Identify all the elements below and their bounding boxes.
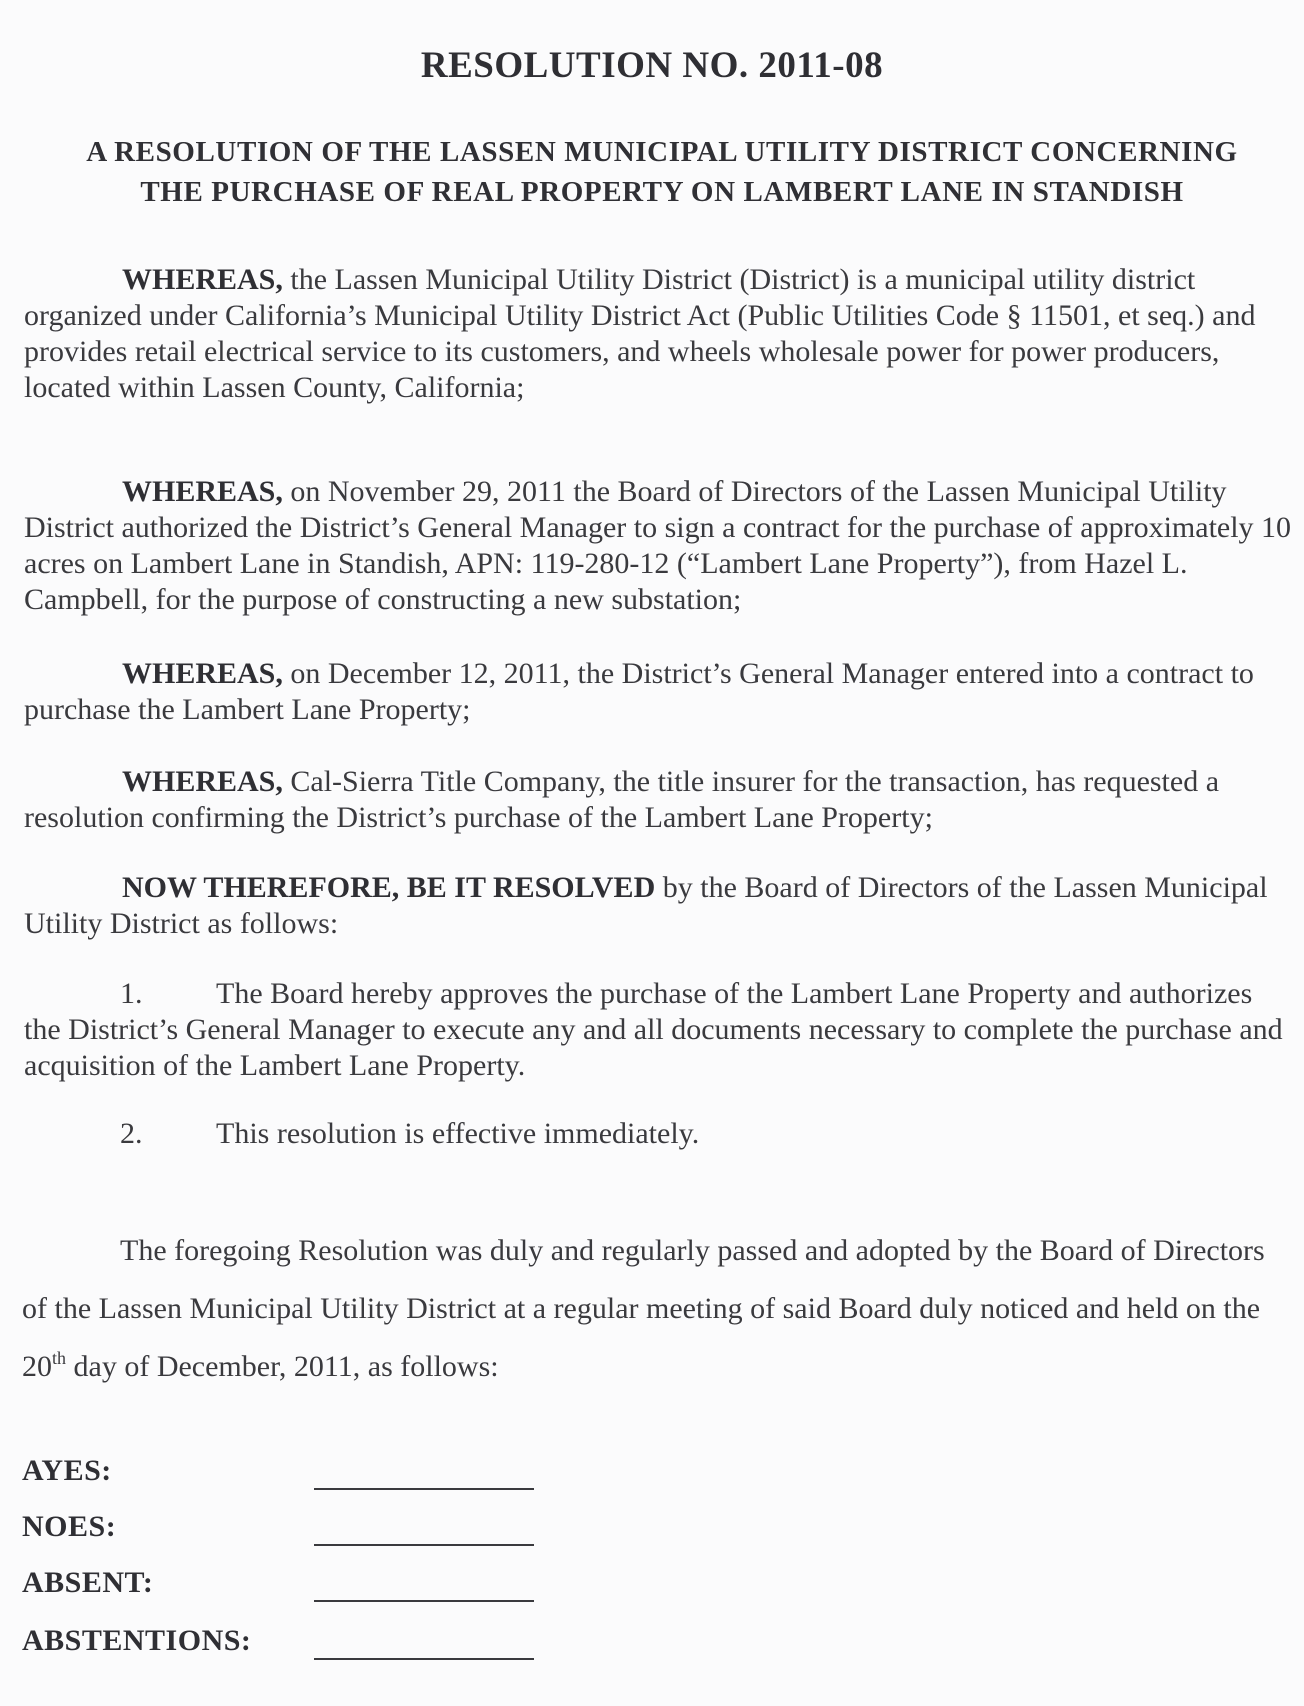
vote-label: AYES: — [22, 1454, 112, 1487]
paragraph-lead: WHEREAS, — [122, 475, 283, 508]
paragraph-lead: WHEREAS, — [122, 263, 283, 296]
subtitle-line-2: THE PURCHASE OF REAL PROPERTY ON LAMBERT LANE IN STANDISH — [140, 176, 1184, 208]
vote-blank-line — [314, 1658, 534, 1660]
subtitle-line-1: A RESOLUTION OF THE LASSEN MUNICIPAL UTILITY DISTRICT CONCERNING — [86, 136, 1238, 168]
paragraph-text: on December 12, 2011, the District’s General Manager entered into a contract to purchase the Lambert Lane Property; — [24, 657, 1254, 726]
paragraph-text: by the Board of Directors of the Lassen Municipal Utility District as follows: — [24, 871, 1268, 940]
paragraph-lead: WHEREAS, — [122, 657, 283, 690]
whereas-paragraph-3 — [24, 656, 1294, 728]
whereas-paragraph-4 — [24, 764, 1294, 836]
resolved-paragraph — [24, 870, 1294, 942]
document-title: RESOLUTION NO. 2011-08 — [420, 45, 884, 86]
vote-row-absent — [22, 1566, 582, 1606]
closing-paragraph — [22, 1222, 1294, 1396]
whereas-paragraph-2 — [24, 474, 1294, 618]
vote-label: NOES: — [22, 1510, 117, 1543]
closing-superscript: th — [52, 1348, 67, 1368]
closing-text-before: The foregoing Resolution was duly and regularly passed and adopted by the Board of Directors of the Lassen Municipal Utility District at a regular meeting of said Board duly noticed and held on the 20 — [22, 1234, 1265, 1383]
vote-row-noes — [22, 1510, 582, 1550]
whereas-paragraph-1 — [24, 262, 1294, 406]
vote-blank-line — [314, 1488, 534, 1490]
closing-text-after: day of December, 2011, as follows: — [66, 1350, 499, 1383]
item-text: This resolution is effective immediately. — [216, 1117, 700, 1150]
vote-blank-line — [314, 1600, 534, 1602]
resolved-item-2 — [24, 1116, 1294, 1152]
paragraph-lead: NOW THEREFORE, BE IT RESOLVED — [122, 871, 656, 904]
vote-label: ABSENT: — [22, 1566, 154, 1599]
vote-label: ABSTENTIONS: — [22, 1624, 252, 1657]
paragraph-lead: WHEREAS, — [122, 765, 283, 798]
paragraph-text: Cal-Sierra Title Company, the title insurer for the transaction, has requested a resolution confirming the District’s purchase of the Lambert Lane Property; — [24, 765, 1220, 834]
vote-blank-line — [314, 1544, 534, 1546]
vote-row-abstentions — [22, 1624, 582, 1664]
item-text: The Board hereby approves the purchase of the Lambert Lane Property and authorizes the District’s General Manager to execute any and all documents necessary to complete the purchase and acquisition of the Lambert Lane Property. — [24, 977, 1283, 1082]
item-number: 2. — [120, 1117, 143, 1150]
resolved-item-1 — [24, 976, 1294, 1084]
vote-row-ayes — [22, 1454, 582, 1494]
paragraph-text: the Lassen Municipal Utility District (District) is a municipal utility district organized under California’s Municipal Utility District Act (Public Utilities Code § 11501, et seq.) and provides retail electrical service to its customers, and wheels wholesale power for power producers, located within Lassen County, California; — [24, 263, 1256, 404]
item-number: 1. — [120, 977, 143, 1010]
document-subtitle — [26, 132, 1298, 212]
paragraph-text: on November 29, 2011 the Board of Directors of the Lassen Municipal Utility District authorized the District’s General Manager to sign a contract for the purchase of approximately 10 acres on Lambert Lane in Standish, APN: 119-280-12 (“Lambert Lane Property”), from Hazel L. Campbell, for the purpose of constructing a new substation; — [24, 475, 1292, 616]
